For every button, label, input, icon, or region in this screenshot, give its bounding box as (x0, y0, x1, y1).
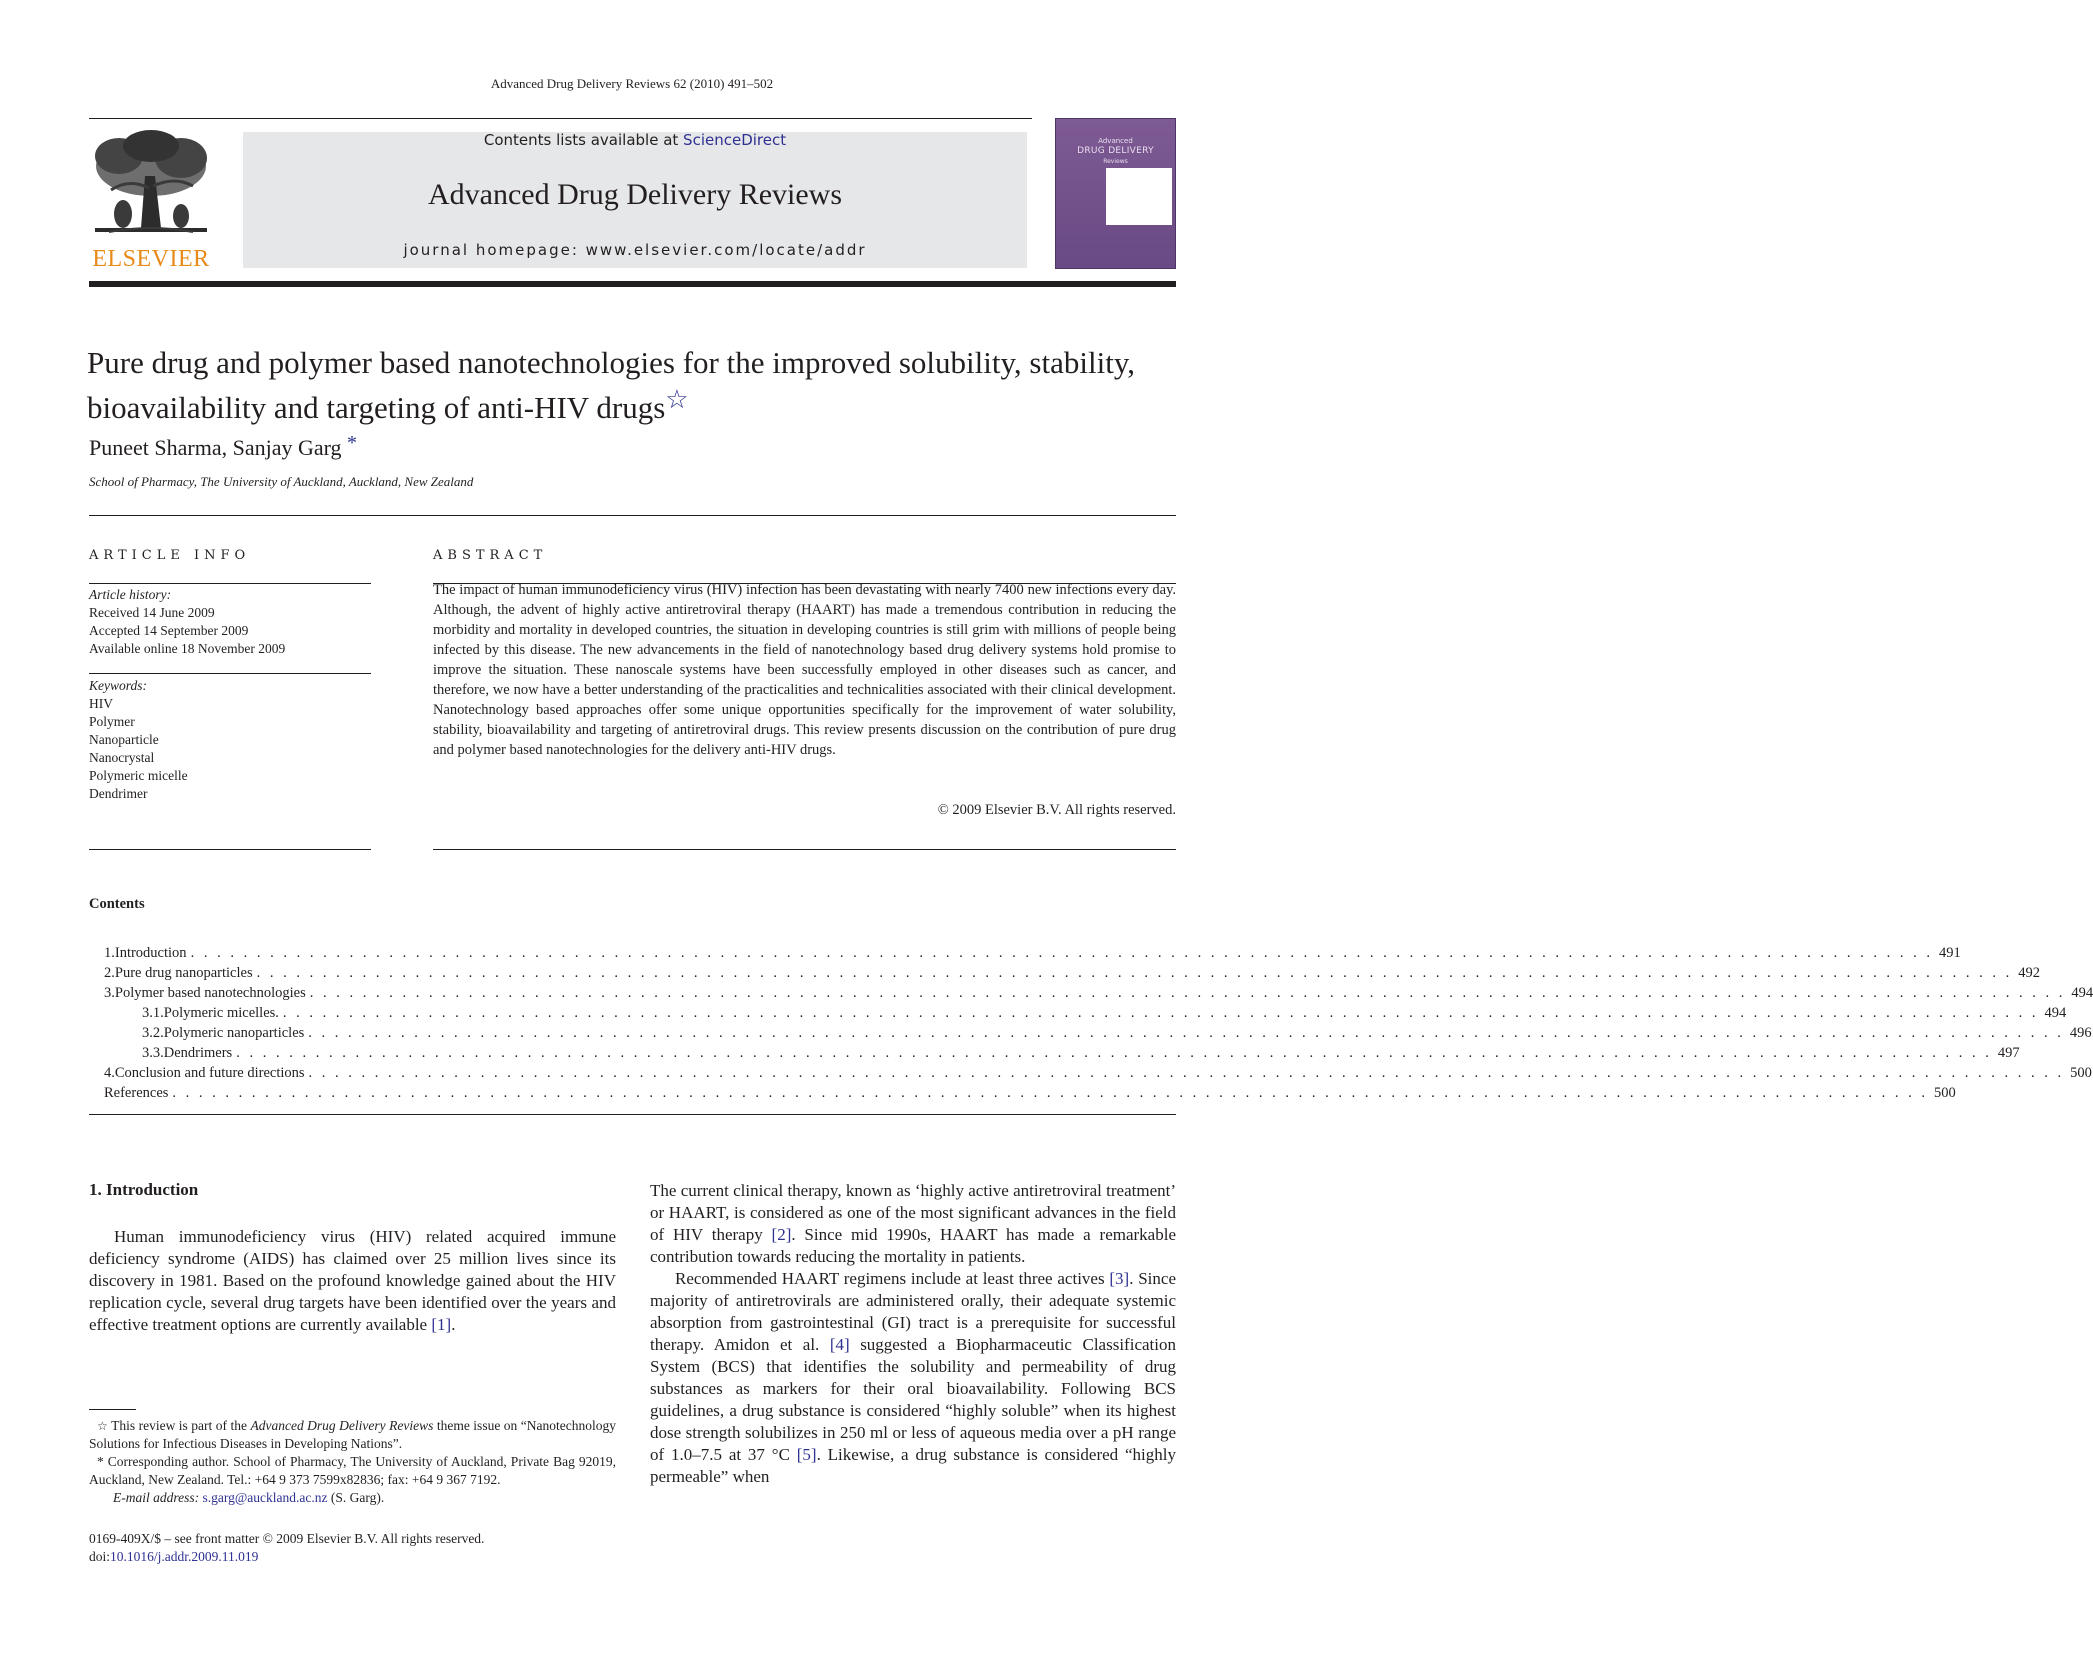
toc-leader: . . . . . . . . . . . . . . . . . . . . . . . . . . . . . . . . . . . . . . . . . . . . . . . . . . . . . . . . . . . . . . . . . . . . . . . . . . . . . . . . . . . . . . . . . . . . . . . . . . . . . . . . . . . . . . . . . . . . . . . . . . . . . . . . . . . . . (308, 1065, 2065, 1081)
citation-link[interactable]: [3] (1109, 1269, 1130, 1288)
cover-image-panel (1106, 168, 1172, 225)
affiliation: School of Pharmacy, The University of Auckland, Auckland, New Zealand (89, 474, 474, 489)
toc-item[interactable] (142, 1025, 2092, 1045)
divider (433, 849, 1176, 850)
toc-item[interactable] (104, 965, 2040, 985)
footnote-email (89, 1489, 616, 1507)
toc-title: References (104, 1085, 172, 1102)
keyword: Dendrimer (89, 786, 148, 801)
keyword: Nanoparticle (89, 732, 159, 747)
section-heading-introduction: 1. Introduction (89, 1180, 199, 1199)
toc-number: 3.2. (142, 1025, 164, 1041)
body-paragraph (650, 1180, 1176, 1268)
abstract-heading: ABSTRACT (433, 548, 548, 563)
toc-number: 1. (104, 945, 115, 961)
paragraph-text: . Since majority of antiretrovirals are administered orally, their adequate systemic absorption from gastrointestinal (GI) tract is a prerequisite for successful therapy. Amidon et al. (650, 1269, 1176, 1354)
toc-page: 496 (2064, 1025, 2092, 1042)
paragraph-text: Recommended HAART regimens include at least three actives (675, 1269, 1110, 1288)
toc-page: 494 (2039, 1005, 2067, 1022)
keyword: Nanocrystal (89, 750, 155, 765)
article-title (87, 344, 1187, 426)
footnote-asterisk: * (97, 1454, 104, 1469)
authors (89, 432, 357, 461)
citation-link[interactable]: [1] (431, 1315, 452, 1334)
email-owner: (S. Garg). (327, 1490, 385, 1505)
toc-number: 3. (104, 985, 115, 1001)
article-history (89, 586, 371, 658)
toc-page: 491 (1933, 945, 1961, 962)
toc-title: Conclusion and future directions (115, 1065, 309, 1082)
footnote-rule (89, 1409, 136, 1410)
corresponding-author-mark[interactable]: * (347, 432, 358, 454)
doi-line (89, 1548, 258, 1566)
toc-leader: . . . . . . . . . . . . . . . . . . . . . . . . . . . . . . . . . . . . . . . . . . . . . . . . . . . . . . . . . . . . . . . . . . . . . . . . . . . . . . . . . . . . . . . . . . . . . . . . . . . . . . . . . . . . . . . . . . . . . . . . . . . . . . . . . . . . (190, 945, 1933, 961)
toc-title: Polymeric micelles. (164, 1005, 283, 1022)
title-line-1: Pure drug and polymer based nanotechnologies for the improved solubility, stability, (87, 345, 1136, 380)
toc-leader: . . . . . . . . . . . . . . . . . . . . . . . . . . . . . . . . . . . . . . . . . . . . . . . . . . . . . . . . . . . . . . . . . . . . . . . . . . . . . . . . . . . . . . . . . . . . . . . . . . . . . . . . . . . . . . . . . . . . . . . . . . . . . . . . . . . . . (256, 965, 2013, 981)
keyword: HIV (89, 696, 113, 711)
doi-prefix: doi: (89, 1549, 111, 1564)
sciencedirect-link[interactable]: ScienceDirect (683, 131, 787, 149)
divider (89, 1114, 1176, 1115)
toc-item[interactable] (104, 1085, 1956, 1105)
title-footnote-star-icon[interactable]: ☆ (665, 385, 689, 414)
toc-page: 494 (2065, 985, 2093, 1002)
paragraph-text: The current clinical therapy, known as ‘highly active antiretroviral treatment’ or HAART, is considered as one of the most significant advances in the field of HIV therapy (650, 1181, 1176, 1244)
toc-number: 4. (104, 1065, 115, 1081)
paragraph-text: . (451, 1315, 456, 1334)
toc-number: 3.1. (142, 1005, 164, 1021)
received-date: Received 14 June 2009 (89, 605, 215, 620)
history-label: Article history: (89, 587, 172, 602)
paragraph-text: Human immunodeficiency virus (HIV) related acquired immune deficiency syndrome (AIDS) has claimed over 25 million lives since its discovery in 1981. Based on the profound knowledge gained about the HIV replication cycle, several drug targets have been identified over the years and effective treatment options are currently available (89, 1227, 616, 1334)
citation-link[interactable]: [2] (771, 1225, 792, 1244)
toc-title: Polymer based nanotechnologies (115, 985, 310, 1002)
journal-homepage[interactable]: journal homepage: www.elsevier.com/locate/addr (403, 241, 867, 259)
paragraph-text: . Since mid 1990s, HAART has made a remarkable contribution towards reducing the mortality in patients. (650, 1225, 1176, 1266)
toc-leader: . . . . . . . . . . . . . . . . . . . . . . . . . . . . . . . . . . . . . . . . . . . . . . . . . . . . . . . . . . . . . . . . . . . . . . . . . . . . . . . . . . . . . . . . . . . . . . . . . . . . . . . . . . . . . . . . . . . . . . . . . . . . . . . . . . . . . (309, 985, 2066, 1001)
citation-link[interactable]: [5] (796, 1445, 817, 1464)
divider (89, 849, 371, 850)
article-info-heading: ARTICLE INFO (89, 548, 251, 563)
abstract-copyright: © 2009 Elsevier B.V. All rights reserved. (937, 802, 1176, 818)
toc-title: Introduction (115, 945, 191, 962)
header-thick-rule (89, 281, 1176, 287)
paragraph-text: . Likewise, a drug substance is considered “highly permeable” when (650, 1445, 1176, 1486)
footnote-star-icon: ☆ (97, 1419, 108, 1433)
footnote-text: theme issue on “Nanotechnology Solutions for Infectious Diseases in Developing Nations”. (89, 1418, 616, 1451)
toc-item[interactable] (104, 985, 2093, 1005)
toc-number: 3.3. (142, 1045, 164, 1061)
toc-leader: . . . . . . . . . . . . . . . . . . . . . . . . . . . . . . . . . . . . . . . . . . . . . . . . . . . . . . . . . . . . . . . . . . . . . . . . . . . . . . . . . . . . . . . . . . . . . . . . . . . . . . . . . . . . . . . . . . . . . . . . . . . . . . . . . . . . . (236, 1045, 1992, 1061)
toc-page: 492 (2012, 965, 2040, 982)
footnote-theme-issue (89, 1417, 616, 1453)
toc-number: 2. (104, 965, 115, 981)
keyword: Polymer (89, 714, 135, 729)
right-column (650, 1180, 1176, 1488)
elsevier-logo[interactable] (89, 128, 213, 270)
toc-item[interactable] (104, 1065, 2092, 1085)
online-date: Available online 18 November 2009 (89, 641, 286, 656)
intro-paragraph (89, 1226, 616, 1336)
toc-title: Pure drug nanoparticles (115, 965, 257, 982)
body-paragraph (650, 1268, 1176, 1488)
toc-page: 497 (1992, 1045, 2020, 1062)
toc-page: 500 (2064, 1065, 2092, 1082)
cover-line-3: Reviews (1103, 158, 1128, 165)
cover-line-1: Advanced (1098, 137, 1133, 145)
toc-title: Polymeric nanoparticles (164, 1025, 309, 1042)
tree-icon (89, 128, 213, 246)
contents-heading: Contents (89, 896, 145, 912)
cover-line-2: DRUG DELIVERY (1077, 146, 1154, 156)
journal-reference: Advanced Drug Delivery Reviews 62 (2010) 491–502 (490, 76, 774, 91)
footnote-journal-name: Advanced Drug Delivery Reviews (250, 1418, 434, 1433)
elsevier-wordmark: ELSEVIER (92, 246, 210, 272)
keywords (89, 677, 371, 803)
keyword: Polymeric micelle (89, 768, 188, 783)
toc-leader: . . . . . . . . . . . . . . . . . . . . . . . . . . . . . . . . . . . . . . . . . . . . . . . . . . . . . . . . . . . . . . . . . . . . . . . . . . . . . . . . . . . . . . . . . . . . . . . . . . . . . . . . . . . . . . . . . . . . . . . . . . . . . . . . . . . . . (308, 1025, 2064, 1041)
title-line-2: bioavailability and targeting of anti-HIV drugs (87, 390, 666, 425)
toc-page: 500 (1928, 1085, 1956, 1102)
footnote-text: This review is part of the (107, 1418, 251, 1433)
footnote-corresponding-author (89, 1453, 616, 1489)
accepted-date: Accepted 14 September 2009 (89, 623, 249, 638)
header-rule (89, 118, 1032, 119)
divider (89, 673, 371, 674)
divider (89, 583, 371, 584)
toc-item[interactable] (142, 1005, 2067, 1025)
email-label: E-mail address: (113, 1490, 200, 1505)
journal-title: Advanced Drug Delivery Reviews (427, 178, 843, 211)
issn-line: 0169-409X/$ – see front matter © 2009 Elsevier B.V. All rights reserved. (89, 1531, 485, 1546)
doi-link[interactable]: 10.1016/j.addr.2009.11.019 (110, 1549, 259, 1564)
email-link[interactable]: s.garg@auckland.ac.nz (202, 1490, 328, 1505)
citation-link[interactable]: [4] (829, 1335, 850, 1354)
footnote-text: Corresponding author. School of Pharmacy, The University of Auckland, Private Bag 92019, Auckland, New Zealand. Tel.: +64 9 373 7599x82836; fax: +64 9 367 7192. (89, 1454, 616, 1487)
author-names: Puneet Sharma, Sanjay Garg (89, 435, 342, 460)
paragraph-text: suggested a Biopharmaceutic Classification System (BCS) that identifies the solubility and permeability of drug substances as markers for their oral bioavailability. Following BCS guidelines, a drug substance is considered “highly soluble” when its highest dose strength solubilizes in 250 ml or less of aqueous media over a pH range of 1.0–7.5 at 37 °C (650, 1335, 1176, 1464)
toc-item[interactable] (142, 1045, 2020, 1065)
toc-leader: . . . . . . . . . . . . . . . . . . . . . . . . . . . . . . . . . . . . . . . . . . . . . . . . . . . . . . . . . . . . . . . . . . . . . . . . . . . . . . . . . . . . . . . . . . . . . . . . . . . . . . . . . . . . . . . . . . . . . . . . . . . . . . . . . . . . . (282, 1005, 2039, 1021)
toc-title: Dendrimers (164, 1045, 236, 1062)
journal-cover[interactable] (1055, 118, 1176, 269)
keywords-label: Keywords: (89, 678, 147, 693)
contents-available (243, 131, 1027, 149)
toc-item[interactable] (104, 945, 1961, 965)
abstract-text: The impact of human immunodeficiency virus (HIV) infection has been devastating with nearly 7400 new infections every day. Although, the advent of highly active antiretroviral therapy (HAART) has made a tremendous contribution in reducing the morbidity and mortality in developed countries, the situation in developing countries is still grim with millions of people being infected by this disease. The new advancements in the field of nanotechnology based drug delivery systems hold promise to improve the situation. These nanoscale systems have been successfully employed in other diseases such as cancer, and therefore, we now have a better understanding of the practicalities and technicalities associated with their clinical development. Nanotechnology based approaches offer some unique opportunities specifically for the improvement of water solubility, stability, bioavailability and targeting of antiretroviral drugs. This review presents discussion on the contribution of pure drug and polymer based nanotechnologies for the delivery anti-HIV drugs. (433, 582, 1176, 758)
toc-leader: . . . . . . . . . . . . . . . . . . . . . . . . . . . . . . . . . . . . . . . . . . . . . . . . . . . . . . . . . . . . . . . . . . . . . . . . . . . . . . . . . . . . . . . . . . . . . . . . . . . . . . . . . . . . . . . . . . . . . . . . . . . . . . . . . . . . . (172, 1085, 1929, 1101)
contents-available-prefix: Contents lists available at (483, 131, 684, 149)
divider (89, 515, 1176, 516)
